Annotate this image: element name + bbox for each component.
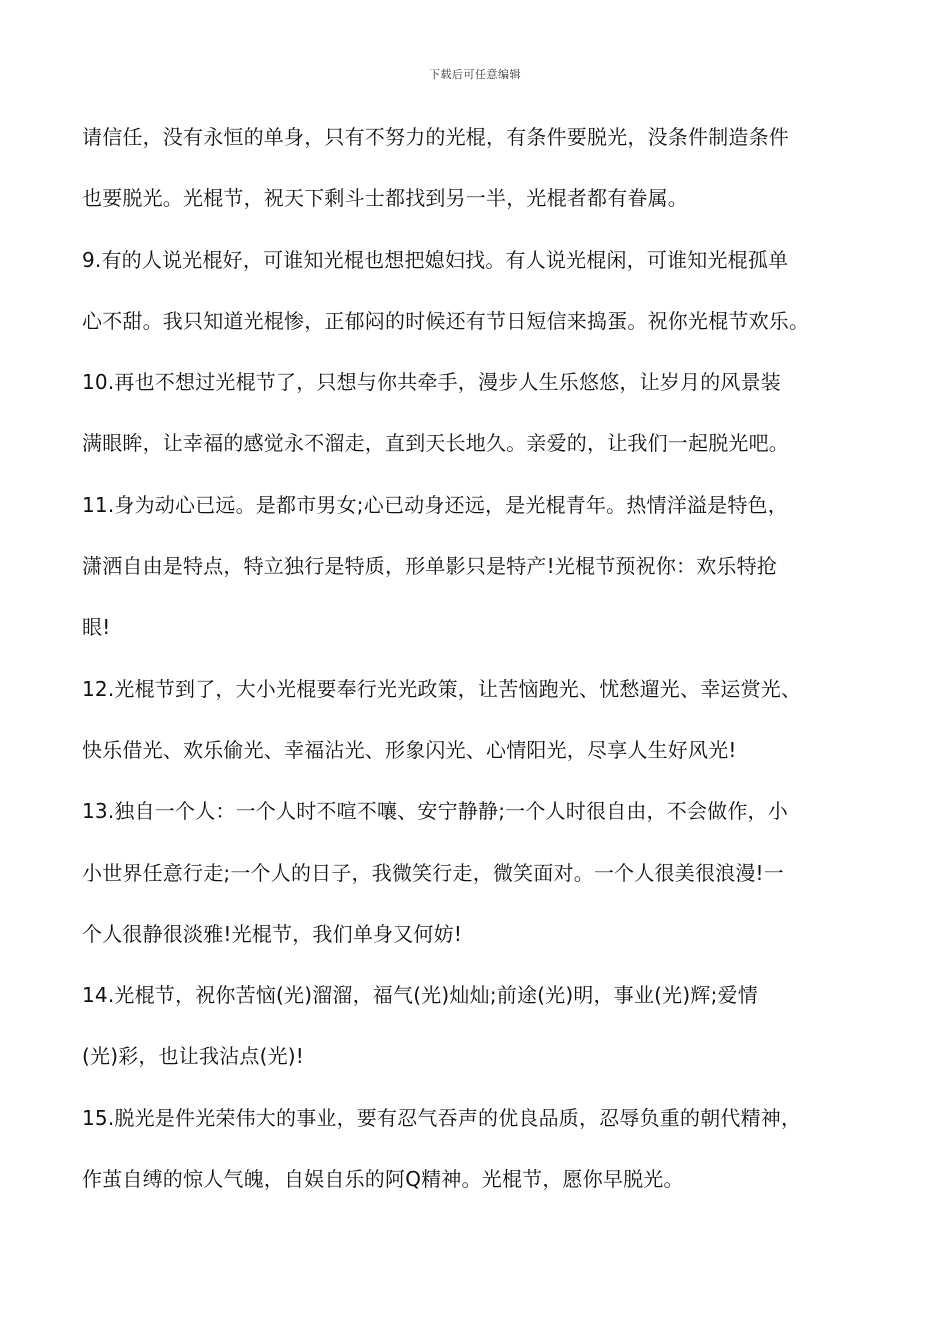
text-line: 12.光棍节到了，大小光棍要奉行光光政策，让苦恼跑光、忧愁遛光、幸运赏光、 <box>82 676 802 701</box>
text-line: 10.再也不想过光棍节了，只想与你共牵手，漫步人生乐悠悠，让岁月的风景装 <box>82 370 782 395</box>
text-line: 快乐借光、欢乐偷光、幸福沾光、形象闪光、心情阳光，尽享人生好风光! <box>82 737 737 762</box>
text-line: 作茧自缚的惊人气魄，自娱自乐的阿Q精神。光棍节，愿你早脱光。 <box>82 1167 684 1192</box>
text-line: 13.独自一个人：一个人时不喧不嚷、安宁静静;一个人时很自由，不会做作，小 <box>82 799 788 824</box>
text-line: 14.光棍节，祝你苦恼(光)溜溜，福气(光)灿灿;前途(光)明，事业(光)辉;爱情 <box>82 983 758 1008</box>
text-line: 潇洒自由是特点，特立独行是特质，形单影只是特产!光棍节预祝你：欢乐特抢 <box>82 554 778 579</box>
text-line: (光)彩，也让我沾点(光)! <box>82 1044 305 1069</box>
text-line: 请信任，没有永恒的单身，只有不努力的光棍，有条件要脱光，没条件制造条件 <box>82 125 789 149</box>
text-line: 15.脱光是件光荣伟大的事业，要有忍气吞声的优良品质，忍辱负重的朝代精神， <box>82 1105 802 1130</box>
text-line: 9.有的人说光棍好，可谁知光棍也想把媳妇找。有人说光棍闲，可谁知光棍孤单 <box>82 247 789 272</box>
text-line: 心不甜。我只知道光棍惨，正郁闷的时候还有节日短信来捣蛋。祝你光棍节欢乐。 <box>82 308 810 333</box>
text-line: 个人很静很淡雅!光棍节，我们单身又何妨! <box>82 921 463 946</box>
text-line: 眼! <box>82 615 111 640</box>
text-line: 满眼眸，让幸福的感觉永不溜走，直到天长地久。亲爱的，让我们一起脱光吧。 <box>82 431 789 456</box>
text-line: 小世界任意行走;一个人的日子，我微笑行走，微笑面对。一个人很美很浪漫!一 <box>82 860 784 885</box>
text-line: 11.身为动心已远。是都市男女;心已动身还远，是光棍青年。热情洋溢是特色， <box>82 492 788 517</box>
text-line: 也要脱光。光棍节，祝天下剩斗士都找到另一半，光棍者都有眷属。 <box>82 186 688 211</box>
document-body <box>82 111 882 1214</box>
page-header: 下载后可任意编辑 <box>429 68 521 81</box>
